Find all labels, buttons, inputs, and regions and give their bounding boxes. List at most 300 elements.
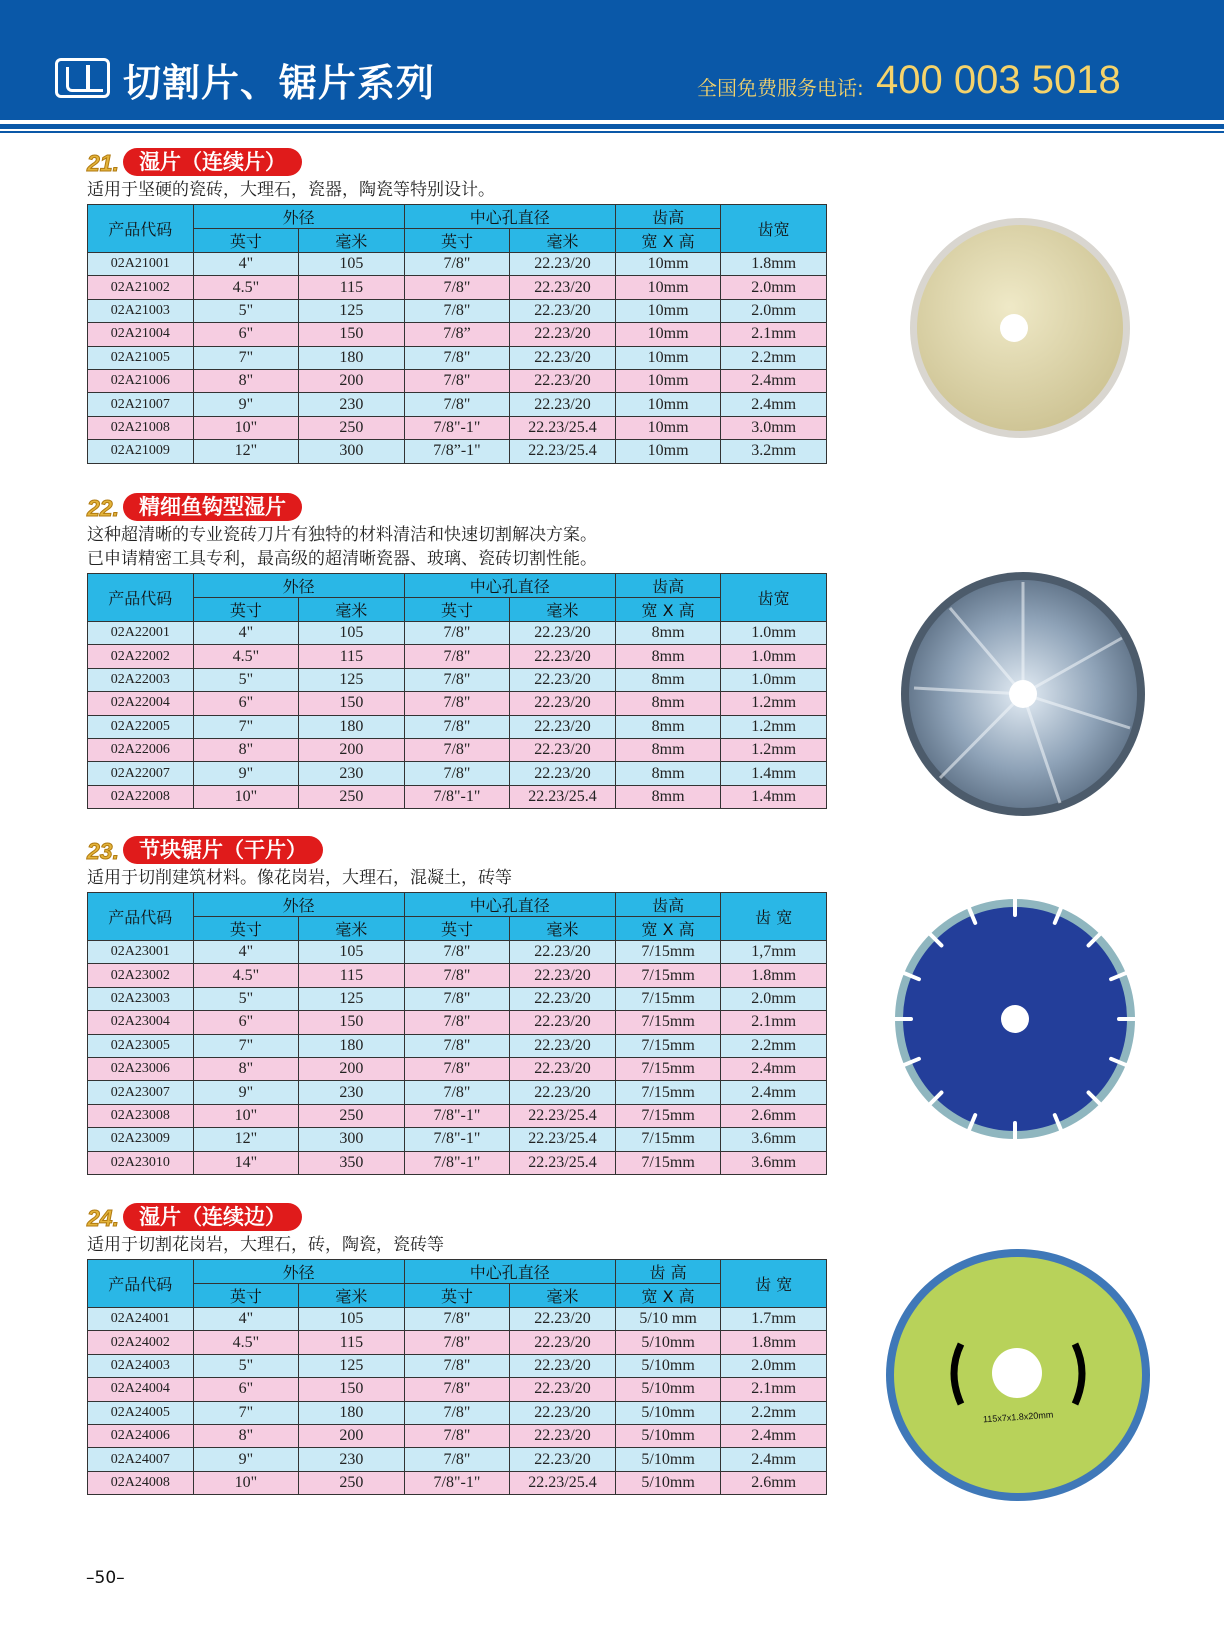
table-cell: 22.23/20: [510, 1354, 616, 1377]
table-row: [88, 253, 827, 276]
table-cell: 02A22008: [88, 785, 194, 808]
col-inch: 英寸: [193, 229, 299, 253]
table-cell: 02A22006: [88, 738, 194, 761]
spec-table: [87, 1259, 827, 1495]
table-cell: 02A21005: [88, 346, 194, 369]
table-cell: 02A23006: [88, 1057, 194, 1080]
table-cell: 150: [299, 692, 405, 715]
section-description: 已申请精密工具专利，最高级的超清晰瓷器、玻璃、瓷砖切割性能。: [87, 549, 597, 569]
table-row: [88, 964, 827, 987]
table-cell: 12": [193, 1128, 299, 1151]
table-cell: 6": [193, 692, 299, 715]
table-cell: 02A22001: [88, 622, 194, 645]
table-cell: 7/15mm: [615, 1011, 721, 1034]
table-cell: 02A21001: [88, 253, 194, 276]
table-cell: 5": [193, 668, 299, 691]
table-cell: 5/10mm: [615, 1471, 721, 1494]
table-cell: 105: [299, 941, 405, 964]
section-number: 23.: [87, 838, 119, 864]
table-cell: 300: [299, 1128, 405, 1151]
page-title: 切割片、锯片系列: [123, 61, 436, 105]
table-row: [88, 440, 827, 463]
table-cell: 8": [193, 369, 299, 392]
table-cell: 7/8": [404, 645, 510, 668]
table-row: [88, 346, 827, 369]
table-cell: 22.23/20: [510, 253, 616, 276]
table-cell: 7/8": [404, 987, 510, 1010]
table-cell: 22.23/20: [510, 1401, 616, 1424]
table-cell: 22.23/20: [510, 299, 616, 322]
table-cell: 180: [299, 1401, 405, 1424]
section-title: 节块锯片（干片）: [123, 836, 323, 864]
col-center-hole: 中心孔直径: [404, 1260, 615, 1284]
table-cell: 4.5": [193, 1331, 299, 1354]
table-cell: 22.23/20: [510, 1378, 616, 1401]
col-tooth-width: 齿宽: [721, 205, 827, 253]
table-cell: 1,7mm: [721, 941, 827, 964]
table-cell: 125: [299, 1354, 405, 1377]
table-cell: 115: [299, 964, 405, 987]
page-number: –50–: [86, 1568, 125, 1588]
header-bar: [0, 0, 1224, 120]
table-cell: 2.4mm: [721, 393, 827, 416]
table-row: [88, 941, 827, 964]
table-cell: 7/8": [404, 1011, 510, 1034]
table-cell: 115: [299, 645, 405, 668]
table-cell: 5/10mm: [615, 1401, 721, 1424]
section-21: [87, 148, 827, 464]
table-cell: 115: [299, 276, 405, 299]
table-cell: 9": [193, 1081, 299, 1104]
table-cell: 02A21007: [88, 393, 194, 416]
table-row: [88, 369, 827, 392]
table-cell: 230: [299, 1081, 405, 1104]
table-cell: 7/8": [404, 738, 510, 761]
section-description: 适用于切削建筑材料。像花岗岩，大理石，混凝土，砖等: [87, 868, 512, 888]
table-cell: 1.7mm: [721, 1308, 827, 1331]
table-cell: 6": [193, 1011, 299, 1034]
col-center-hole: 中心孔直径: [404, 205, 615, 229]
table-cell: 230: [299, 762, 405, 785]
table-cell: 8mm: [615, 715, 721, 738]
col-tooth-width: 齿 宽: [721, 893, 827, 941]
table-cell: 7/8"-1": [404, 785, 510, 808]
table-cell: 10": [193, 1471, 299, 1494]
table-row: [88, 1011, 827, 1034]
table-row: [88, 622, 827, 645]
table-cell: 22.23/25.4: [510, 416, 616, 439]
table-cell: 2.6mm: [721, 1104, 827, 1127]
table-cell: 2.0mm: [721, 987, 827, 1010]
table-cell: 7/8": [404, 1034, 510, 1057]
table-row: [88, 762, 827, 785]
col-inch: 英寸: [404, 1284, 510, 1308]
col-code: 产品代码: [88, 574, 194, 622]
col-mm: 毫米: [299, 229, 405, 253]
table-cell: 8": [193, 1424, 299, 1447]
table-cell: 5/10mm: [615, 1354, 721, 1377]
table-cell: 7/15mm: [615, 1081, 721, 1104]
table-cell: 7/8"-1": [404, 416, 510, 439]
section-header: [87, 493, 827, 523]
table-row: [88, 692, 827, 715]
table-cell: 02A24003: [88, 1354, 194, 1377]
table-cell: 7": [193, 346, 299, 369]
col-inch: 英寸: [404, 598, 510, 622]
header-divider: [0, 124, 1224, 129]
col-mm: 毫米: [299, 917, 405, 941]
table-cell: 02A23005: [88, 1034, 194, 1057]
table-cell: 22.23/25.4: [510, 440, 616, 463]
table-cell: 230: [299, 393, 405, 416]
col-inch: 英寸: [193, 917, 299, 941]
section-header: [87, 148, 827, 178]
table-cell: 7/8"-1": [404, 1471, 510, 1494]
table-row: [88, 1034, 827, 1057]
table-cell: 7/8": [404, 964, 510, 987]
table-cell: 7/15mm: [615, 941, 721, 964]
col-tooth-height: 齿高: [615, 893, 721, 917]
table-cell: 22.23/20: [510, 941, 616, 964]
table-cell: 8mm: [615, 622, 721, 645]
table-cell: 02A24007: [88, 1448, 194, 1471]
table-cell: 7/8": [404, 715, 510, 738]
section-title: 湿片（连续边）: [123, 1203, 302, 1231]
table-cell: 02A23009: [88, 1128, 194, 1151]
table-cell: 4.5": [193, 276, 299, 299]
table-cell: 12": [193, 440, 299, 463]
table-cell: 10mm: [615, 369, 721, 392]
table-cell: 22.23/20: [510, 1424, 616, 1447]
table-row: [88, 1401, 827, 1424]
table-cell: 125: [299, 299, 405, 322]
col-inch: 英寸: [193, 598, 299, 622]
table-cell: 22.23/20: [510, 692, 616, 715]
table-cell: 7/15mm: [615, 1104, 721, 1127]
section-number: 22.: [87, 495, 119, 521]
table-row: [88, 645, 827, 668]
table-cell: 02A23008: [88, 1104, 194, 1127]
table-cell: 10mm: [615, 253, 721, 276]
table-cell: 02A24005: [88, 1401, 194, 1424]
table-cell: 22.23/20: [510, 393, 616, 416]
table-cell: 22.23/20: [510, 1331, 616, 1354]
table-cell: 22.23/25.4: [510, 1104, 616, 1127]
table-cell: 4": [193, 253, 299, 276]
spec-table: [87, 573, 827, 809]
table-cell: 105: [299, 253, 405, 276]
table-cell: 22.23/20: [510, 645, 616, 668]
table-cell: 7/15mm: [615, 987, 721, 1010]
table-cell: 22.23/25.4: [510, 1128, 616, 1151]
section-24: [87, 1203, 827, 1495]
col-outer-diameter: 外径: [193, 893, 404, 917]
col-width-height: 宽 X 高: [615, 917, 721, 941]
table-cell: 10mm: [615, 393, 721, 416]
table-cell: 8": [193, 1057, 299, 1080]
table-cell: 300: [299, 440, 405, 463]
table-row: [88, 1308, 827, 1331]
table-cell: 9": [193, 762, 299, 785]
table-cell: 10mm: [615, 346, 721, 369]
table-cell: 7/8": [404, 941, 510, 964]
table-cell: 2.0mm: [721, 1354, 827, 1377]
table-cell: 7/8": [404, 1424, 510, 1447]
table-cell: 6": [193, 323, 299, 346]
table-cell: 3.6mm: [721, 1151, 827, 1174]
table-cell: 8mm: [615, 738, 721, 761]
table-row: [88, 299, 827, 322]
table-cell: 115: [299, 1331, 405, 1354]
table-cell: 10mm: [615, 299, 721, 322]
table-cell: 2.0mm: [721, 299, 827, 322]
table-cell: 2.6mm: [721, 1471, 827, 1494]
table-cell: 2.2mm: [721, 1401, 827, 1424]
table-cell: 7/15mm: [615, 1034, 721, 1057]
table-row: [88, 1378, 827, 1401]
table-cell: 7": [193, 1401, 299, 1424]
table-cell: 7/8": [404, 622, 510, 645]
continuous-edge-wet-blade-image: [883, 1248, 1153, 1508]
segmented-dry-blade-image: [893, 897, 1137, 1141]
table-row: [88, 1057, 827, 1080]
table-row: [88, 785, 827, 808]
table-cell: 5/10mm: [615, 1448, 721, 1471]
blade-size-label: 115x7x1.8x20mm: [982, 1409, 1054, 1425]
table-cell: 5": [193, 1354, 299, 1377]
table-cell: 1.2mm: [721, 715, 827, 738]
table-cell: 7/8": [404, 762, 510, 785]
table-cell: 2.1mm: [721, 1378, 827, 1401]
table-cell: 10mm: [615, 323, 721, 346]
table-cell: 2.0mm: [721, 276, 827, 299]
table-cell: 7/8": [404, 369, 510, 392]
col-tooth-height: 齿 高: [615, 1260, 721, 1284]
col-center-hole: 中心孔直径: [404, 574, 615, 598]
spec-table: [87, 892, 827, 1175]
table-cell: 22.23/20: [510, 987, 616, 1010]
col-inch: 英寸: [404, 917, 510, 941]
table-cell: 10mm: [615, 416, 721, 439]
table-cell: 7/8": [404, 1057, 510, 1080]
table-cell: 02A22004: [88, 692, 194, 715]
table-row: [88, 1128, 827, 1151]
brand-logo-icon: [55, 58, 110, 98]
table-row: [88, 1424, 827, 1447]
table-cell: 1.0mm: [721, 668, 827, 691]
table-cell: 10": [193, 1104, 299, 1127]
col-code: 产品代码: [88, 1260, 194, 1308]
table-cell: 22.23/20: [510, 346, 616, 369]
section-22: [87, 493, 827, 809]
table-cell: 02A24004: [88, 1378, 194, 1401]
table-cell: 02A24006: [88, 1424, 194, 1447]
table-cell: 7/8": [404, 346, 510, 369]
table-row: [88, 987, 827, 1010]
table-cell: 22.23/20: [510, 668, 616, 691]
table-cell: 14": [193, 1151, 299, 1174]
col-mm: 毫米: [299, 598, 405, 622]
table-cell: 7/8": [404, 1081, 510, 1104]
col-tooth-height: 齿高: [615, 574, 721, 598]
col-tooth-height: 齿高: [615, 205, 721, 229]
col-width-height: 宽 X 高: [615, 229, 721, 253]
col-width-height: 宽 X 高: [615, 1284, 721, 1308]
table-cell: 02A24001: [88, 1308, 194, 1331]
table-cell: 02A21003: [88, 299, 194, 322]
table-cell: 2.2mm: [721, 346, 827, 369]
table-cell: 7/8": [404, 393, 510, 416]
table-cell: 22.23/20: [510, 1448, 616, 1471]
table-row: [88, 668, 827, 691]
section-description: 适用于坚硬的瓷砖，大理石，瓷器，陶瓷等特别设计。: [87, 180, 495, 200]
table-cell: 02A22003: [88, 668, 194, 691]
table-cell: 5/10 mm: [615, 1308, 721, 1331]
table-cell: 22.23/25.4: [510, 1151, 616, 1174]
table-cell: 350: [299, 1151, 405, 1174]
table-cell: 22.23/20: [510, 964, 616, 987]
table-cell: 7/8": [404, 1378, 510, 1401]
table-cell: 02A24002: [88, 1331, 194, 1354]
table-row: [88, 1104, 827, 1127]
table-cell: 5": [193, 987, 299, 1010]
table-cell: 22.23/20: [510, 622, 616, 645]
table-cell: 2.4mm: [721, 1057, 827, 1080]
table-row: [88, 1081, 827, 1104]
table-cell: 22.23/20: [510, 738, 616, 761]
table-cell: 7/8"-1": [404, 1104, 510, 1127]
table-cell: 2.4mm: [721, 1448, 827, 1471]
table-cell: 10": [193, 785, 299, 808]
table-row: [88, 1354, 827, 1377]
table-cell: 2.1mm: [721, 323, 827, 346]
table-cell: 02A23010: [88, 1151, 194, 1174]
table-row: [88, 416, 827, 439]
table-cell: 2.1mm: [721, 1011, 827, 1034]
section-header: [87, 1203, 827, 1233]
table-cell: 4": [193, 941, 299, 964]
hotline-number: 400 003 5018: [876, 58, 1121, 102]
table-cell: 02A24008: [88, 1471, 194, 1494]
section-title: 精细鱼钩型湿片: [123, 493, 302, 521]
col-code: 产品代码: [88, 205, 194, 253]
col-inch: 英寸: [193, 1284, 299, 1308]
table-cell: 02A22007: [88, 762, 194, 785]
table-cell: 2.4mm: [721, 369, 827, 392]
table-cell: 02A22005: [88, 715, 194, 738]
col-mm: 毫米: [299, 1284, 405, 1308]
table-cell: 180: [299, 346, 405, 369]
table-cell: 150: [299, 1378, 405, 1401]
table-cell: 8": [193, 738, 299, 761]
table-cell: 1.2mm: [721, 738, 827, 761]
table-cell: 1.4mm: [721, 762, 827, 785]
table-cell: 8mm: [615, 645, 721, 668]
table-cell: 10mm: [615, 440, 721, 463]
table-cell: 125: [299, 987, 405, 1010]
table-cell: 1.8mm: [721, 964, 827, 987]
table-cell: 22.23/20: [510, 762, 616, 785]
table-cell: 22.23/20: [510, 715, 616, 738]
table-cell: 7/8"-1": [404, 1128, 510, 1151]
table-cell: 02A23003: [88, 987, 194, 1010]
table-cell: 150: [299, 1011, 405, 1034]
table-cell: 02A21002: [88, 276, 194, 299]
table-cell: 22.23/25.4: [510, 785, 616, 808]
spec-table: [87, 204, 827, 464]
table-cell: 250: [299, 785, 405, 808]
table-cell: 02A21006: [88, 369, 194, 392]
table-cell: 22.23/20: [510, 1011, 616, 1034]
table-cell: 7/15mm: [615, 1057, 721, 1080]
col-outer-diameter: 外径: [193, 574, 404, 598]
table-cell: 7/8": [404, 299, 510, 322]
fish-hook-wet-blade-image: [900, 568, 1150, 818]
table-cell: 02A21004: [88, 323, 194, 346]
table-cell: 7/8": [404, 1331, 510, 1354]
table-cell: 7/8": [404, 253, 510, 276]
table-cell: 150: [299, 323, 405, 346]
table-cell: 1.2mm: [721, 692, 827, 715]
table-cell: 3.0mm: [721, 416, 827, 439]
table-cell: 9": [193, 1448, 299, 1471]
col-inch: 英寸: [404, 229, 510, 253]
section-number: 21.: [87, 150, 119, 176]
col-tooth-width: 齿宽: [721, 574, 827, 622]
table-cell: 250: [299, 416, 405, 439]
col-outer-diameter: 外径: [193, 1260, 404, 1284]
table-cell: 250: [299, 1104, 405, 1127]
table-cell: 7/8": [404, 276, 510, 299]
table-cell: 02A22002: [88, 645, 194, 668]
table-cell: 7/8"-1": [404, 1151, 510, 1174]
table-cell: 1.8mm: [721, 253, 827, 276]
table-cell: 4.5": [193, 964, 299, 987]
table-cell: 7/8": [404, 1401, 510, 1424]
table-cell: 7/15mm: [615, 1151, 721, 1174]
table-cell: 22.23/20: [510, 1081, 616, 1104]
table-cell: 200: [299, 738, 405, 761]
col-code: 产品代码: [88, 893, 194, 941]
table-cell: 7/8": [404, 1354, 510, 1377]
table-cell: 8mm: [615, 785, 721, 808]
header-divider-thin: [0, 131, 1224, 133]
table-cell: 02A23004: [88, 1011, 194, 1034]
col-width-height: 宽 X 高: [615, 598, 721, 622]
table-cell: 4": [193, 622, 299, 645]
table-cell: 250: [299, 1471, 405, 1494]
table-cell: 180: [299, 715, 405, 738]
col-mm: 毫米: [510, 1284, 616, 1308]
table-cell: 7/8": [404, 1308, 510, 1331]
table-cell: 8mm: [615, 668, 721, 691]
table-cell: 105: [299, 1308, 405, 1331]
table-cell: 4": [193, 1308, 299, 1331]
table-cell: 9": [193, 393, 299, 416]
table-cell: 5/10mm: [615, 1331, 721, 1354]
section-description: 适用于切割花岗岩，大理石，砖，陶瓷，瓷砖等: [87, 1235, 444, 1255]
table-cell: 1.4mm: [721, 785, 827, 808]
table-cell: 5": [193, 299, 299, 322]
col-mm: 毫米: [510, 598, 616, 622]
table-cell: 02A21008: [88, 416, 194, 439]
hotline-label: 全国免费服务电话:: [697, 76, 864, 100]
table-cell: 5/10mm: [615, 1378, 721, 1401]
table-row: [88, 715, 827, 738]
table-cell: 02A21009: [88, 440, 194, 463]
table-cell: 22.23/25.4: [510, 1471, 616, 1494]
table-cell: 230: [299, 1448, 405, 1471]
